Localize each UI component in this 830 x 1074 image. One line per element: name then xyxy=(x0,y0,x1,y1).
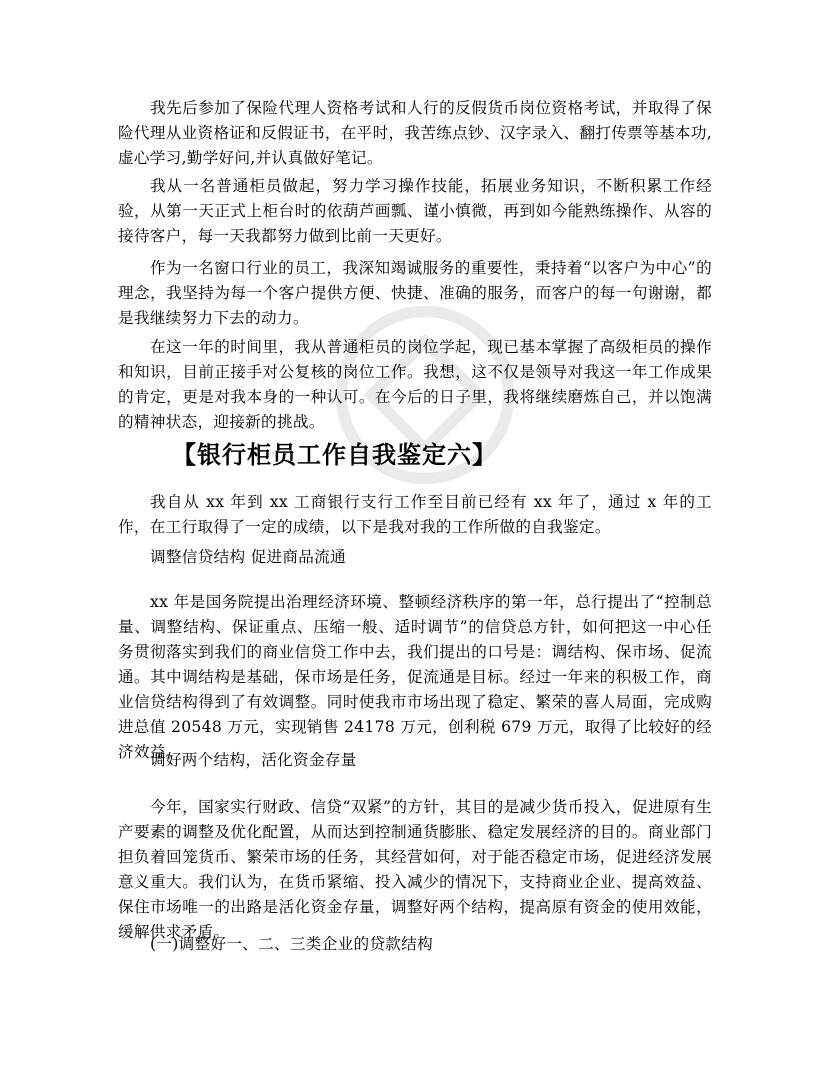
paragraph-year-review: 在这一年的时间里，我从普通柜员的岗位学起，现已基本掌握了高级柜员的操作和知识，目前正接手对公复核的岗位工作。我想，这不仅是领导对我这一年工作成果的肯定，更是对我本身的一种认可。在今后的日子里，我将继续磨炼自己，并以饱满的精神状态，迎接新的挑战。 xyxy=(118,338,712,431)
paragraph-double-tight: 今年，国家实行财政、信贷“双紧”的方针，其目的是减少货币投入，促进原有生产要素的调整及优化配置，从而达到控制通货膨胀、稳定发展经济的目的。商业部门担负着回笼货币、繁荣市场的任务，其经营如何，对于能否稳定市场，促进经济发展意义重大。我们认为，在货币紧缩、投入减少的情况下，支持商业企业、提高效益、保住市场唯一的出路是活化资金存量，调整好两个结构，提高原有资金的使用效能，缓解供求矛盾。 xyxy=(118,798,712,941)
paragraph-teller-start: 我从一名普通柜员做起，努力学习操作技能，拓展业务知识，不断积累工作经验，从第一天正式上柜台时的依葫芦画瓢、谨小慎微，再到如今能熟练操作、从容的接待客户，每一天我都努力做到比前一天更好。 xyxy=(118,177,712,245)
paragraph-exams: 我先后参加了保险代理人资格考试和人行的反假货币岗位资格考试，并取得了保险代理从业资格证和反假证书，在平时，我苦练点钞、汉字录入、翻打传票等基本功,虚心学习,勤学好问,并认真做好笔记。 xyxy=(118,99,712,167)
paragraph-credit-policy: xx 年是国务院提出治理经济环境、整顿经济秩序的第一年，总行提出了“控制总量、调整结构、保证重点、压缩一般、适时调节”的信贷总方针，如何把这一中心任务贯彻落实到我们的商业信贷工作中去，我们提出的口号是：调结构、保市场、促流通。其中调结构是基础，保市场是任务，促流通是目标。经过一年来的积极工作，商业信贷结构得到了有效调整。同时使我市市场出现了稳定、繁荣的喜人局面，完成购进总值 20548 万元，实现销售 24178 万元，创利税 679 万元，取得了比较好的经济效益。 xyxy=(118,593,712,761)
paragraph-intro: 我自从 xx 年到 xx 工商银行支行工作至目前已经有 xx 年了，通过 x 年的工作，在工行取得了一定的成绩，以下是我对我的工作所做的自我鉴定。 xyxy=(118,493,712,536)
subheading-two-structures: 调好两个结构，活化资金存量 xyxy=(150,751,357,769)
subheading-credit-structure: 调整信贷结构 促进商品流通 xyxy=(150,548,346,566)
paragraph-service: 作为一名窗口行业的员工，我深知竭诚服务的重要性，秉持着“以客户为中心”的理念，我坚持为每一个客户提供方便、快捷、准确的服务，而客户的每一句谢谢，都是我继续努力下去的动力。 xyxy=(118,259,712,327)
section-title: 【银行柜员工作自我鉴定六】 xyxy=(172,441,497,469)
subheading-loan-structure: (一)调整好一、二、三类企业的贷款结构 xyxy=(150,935,433,953)
